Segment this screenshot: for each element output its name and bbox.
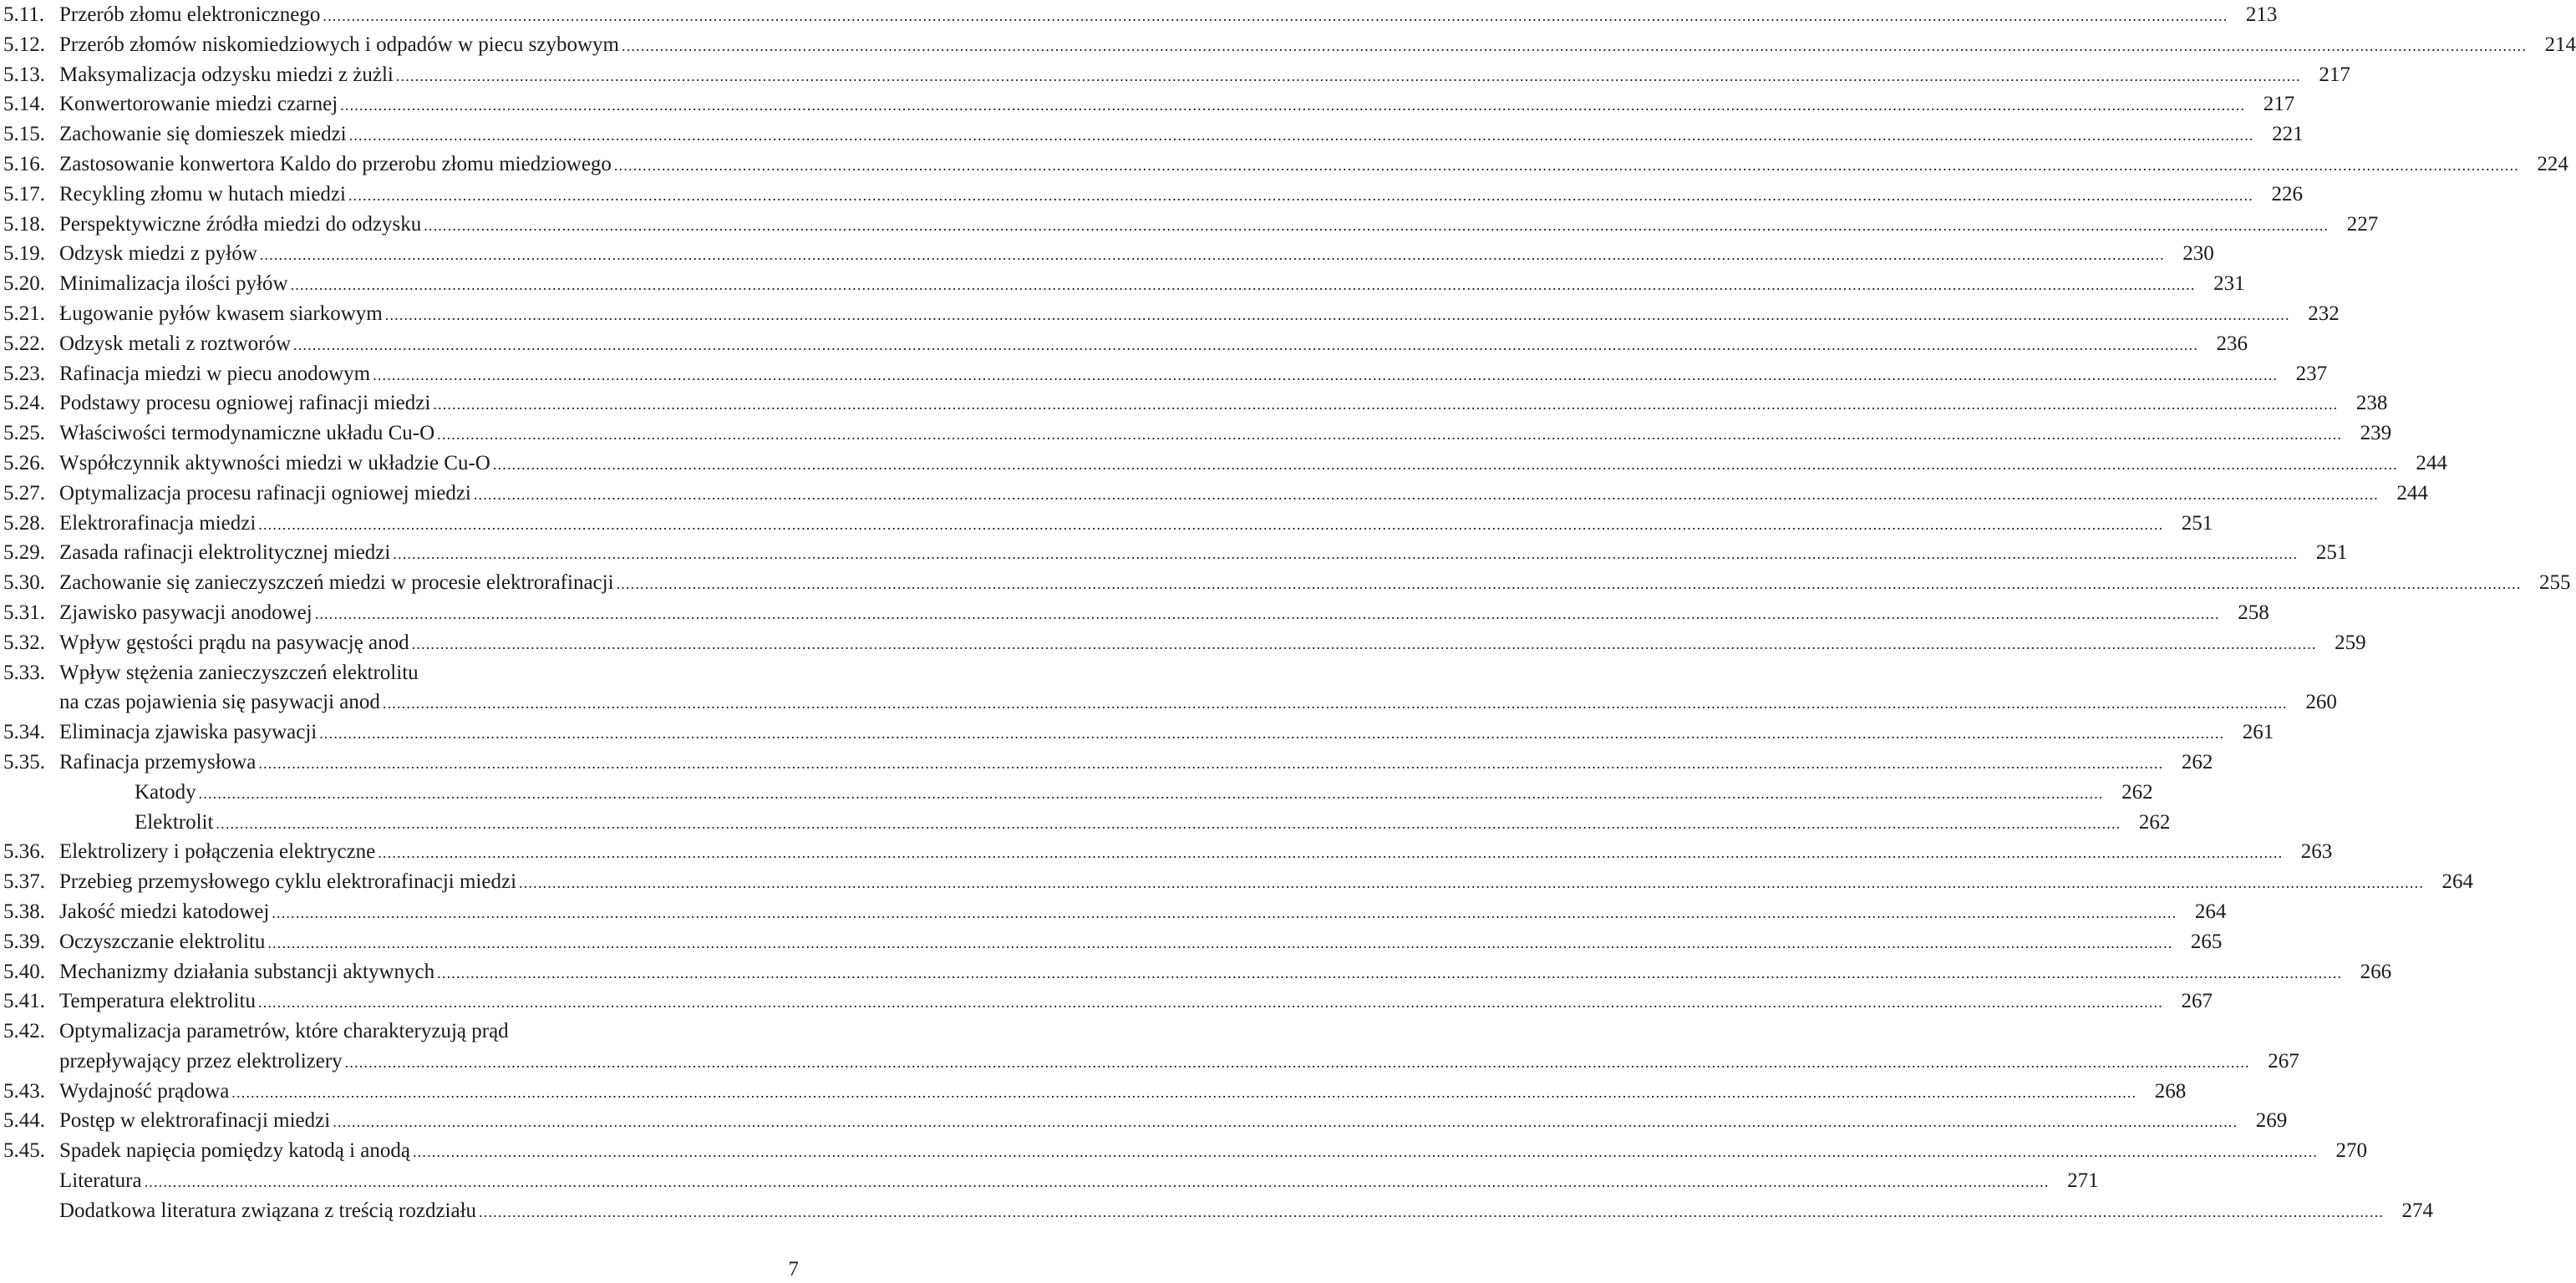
- toc-entry-page: 265: [2190, 930, 2223, 953]
- toc-entry-title: Perspektywiczne źródła miedzi do odzysku: [59, 210, 421, 240]
- toc-entry-number: 5.15.: [3, 123, 45, 146]
- dot-leader: ................................................................................................................................................................................................................................................................................................................................................................................................................: [373, 366, 2279, 383]
- dot-leader: ................................................................................................................................................................................................................................................................................................................................................................................................................: [395, 67, 2301, 84]
- toc-entry-title: Optymalizacja procesu rafinacji ogniowej miedzi: [59, 479, 471, 509]
- toc-entry-number: 5.16.: [3, 152, 45, 175]
- toc-entry-title: Maksymalizacja odzysku miedzi z żużli: [59, 60, 394, 90]
- toc-entry-number: 5.39.: [3, 930, 45, 953]
- toc-entry-title: Elektrolit: [59, 808, 213, 838]
- toc-entry-page: 239: [2360, 422, 2392, 445]
- dot-leader: ................................................................................................................................................................................................................................................................................................................................................................................................................: [492, 455, 2398, 473]
- toc-entry[interactable]: [3, 210, 2379, 240]
- toc-entry-number: 5.19.: [3, 242, 45, 266]
- toc-entry[interactable]: [3, 778, 2153, 808]
- toc-entry-number: 5.36.: [3, 840, 45, 864]
- toc-entry[interactable]: [3, 150, 2568, 180]
- toc-entry-title: Mechanizmy działania substancji aktywnych: [59, 957, 434, 987]
- dot-leader: ................................................................................................................................................................................................................................................................................................................................................................................................................: [411, 635, 2317, 652]
- dot-leader: ................................................................................................................................................................................................................................................................................................................................................................................................................: [340, 97, 2246, 114]
- toc-entry-title: Minimalizacja ilości pyłów: [59, 269, 288, 299]
- dot-leader: ................................................................................................................................................................................................................................................................................................................................................................................................................: [479, 1203, 2385, 1220]
- toc-entry-page: 264: [2441, 870, 2474, 894]
- dot-leader: ................................................................................................................................................................................................................................................................................................................................................................................................................: [258, 515, 2164, 533]
- toc-entry-page: 271: [2067, 1169, 2099, 1193]
- toc-entry[interactable]: [3, 1106, 2288, 1136]
- dot-leader: ................................................................................................................................................................................................................................................................................................................................................................................................................: [258, 754, 2164, 772]
- dot-leader: ................................................................................................................................................................................................................................................................................................................................................................................................................: [393, 545, 2299, 563]
- toc-entry-title: Spadek napięcia pomiędzy katodą i anodą: [59, 1136, 410, 1166]
- toc-entry-title: na czas pojawienia się pasywacji anod: [59, 687, 380, 718]
- toc-entry-title: Zasada rafinacji elektrolitycznej miedzi: [59, 538, 390, 568]
- toc-entry[interactable]: [3, 748, 2213, 778]
- dot-leader: ................................................................................................................................................................................................................................................................................................................................................................................................................: [433, 396, 2339, 413]
- toc-entry-number: 5.27.: [3, 481, 45, 505]
- toc-entry-number: 5.20.: [3, 272, 45, 296]
- dot-leader: ................................................................................................................................................................................................................................................................................................................................................................................................................: [424, 216, 2330, 234]
- dot-leader: ................................................................................................................................................................................................................................................................................................................................................................................................................: [144, 1174, 2050, 1191]
- toc-entry-number: 5.32.: [3, 631, 45, 654]
- dot-leader: ................................................................................................................................................................................................................................................................................................................................................................................................................: [323, 8, 2228, 24]
- toc-entry-page: 217: [2319, 63, 2350, 86]
- dot-leader: ................................................................................................................................................................................................................................................................................................................................................................................................................: [257, 994, 2163, 1012]
- toc-entry-page: 244: [2396, 481, 2428, 505]
- dot-leader: ................................................................................................................................................................................................................................................................................................................................................................................................................: [267, 934, 2173, 951]
- toc-entry-number: 5.40.: [3, 960, 45, 983]
- toc-entry-number: 5.45.: [3, 1139, 45, 1163]
- toc-entry[interactable]: [3, 718, 2274, 748]
- toc-entry-number: 5.34.: [3, 721, 45, 744]
- toc-entry-page: 261: [2242, 721, 2274, 744]
- toc-entry-page: 266: [2360, 960, 2392, 983]
- toc-entry-page: 251: [2181, 511, 2213, 535]
- toc-entry-number: 5.17.: [3, 182, 45, 205]
- toc-entry-page: 251: [2315, 541, 2348, 565]
- toc-entry[interactable]: [3, 897, 2227, 927]
- toc-entry-title: Oczyszczanie elektrolitu: [59, 927, 265, 957]
- dot-leader: ................................................................................................................................................................................................................................................................................................................................................................................................................: [216, 814, 2121, 832]
- toc-entry[interactable]: [3, 1017, 2299, 1077]
- toc-entry-title: Postęp w elektrorafinacji miedzi: [59, 1106, 330, 1136]
- toc-entry[interactable]: [3, 538, 2348, 568]
- toc-entry[interactable]: [3, 957, 2392, 987]
- toc-entry-page: 259: [2335, 631, 2366, 654]
- toc-entry-page: 267: [2181, 990, 2213, 1013]
- dot-leader: ................................................................................................................................................................................................................................................................................................................................................................................................................: [198, 784, 2104, 802]
- toc-entry-page: 221: [2272, 123, 2304, 146]
- toc-entry[interactable]: [3, 1077, 2187, 1107]
- toc-entry-page: 217: [2263, 93, 2295, 116]
- toc-entry-title: Elektrorafinacja miedzi: [59, 509, 256, 539]
- toc-entry-page: 269: [2255, 1109, 2288, 1133]
- toc-entry[interactable]: [3, 1166, 2099, 1196]
- toc-entry-number: 5.26.: [3, 451, 45, 474]
- toc-entry-title: przepływający przez elektrolizery: [59, 1047, 343, 1077]
- toc-entry-page: 267: [2268, 1049, 2299, 1073]
- toc-entry-title-line1: Wpływ stężenia zanieczyszczeń elektrolitu: [59, 661, 419, 684]
- toc-entry-page: 232: [2308, 302, 2340, 325]
- toc-entry-title: Konwertorowanie miedzi czarnej: [59, 89, 338, 119]
- toc-entry-page: 258: [2238, 601, 2269, 624]
- toc-entry-title: Zastosowanie konwertora Kaldo do przerobu złomu miedziowego: [59, 150, 612, 180]
- toc-entry-title: Jakość miedzi katodowej: [59, 897, 269, 927]
- toc-entry-number: 5.42.: [3, 1020, 45, 1043]
- toc-entry-title: Katody: [59, 778, 196, 808]
- dot-leader: ................................................................................................................................................................................................................................................................................................................................................................................................................: [293, 336, 2199, 353]
- toc-entry-number: 5.44.: [3, 1109, 45, 1133]
- dot-leader: ................................................................................................................................................................................................................................................................................................................................................................................................................: [314, 605, 2220, 622]
- toc-entry-page: 262: [2138, 810, 2171, 834]
- toc-entry-number: 5.37.: [3, 870, 45, 894]
- toc-entry[interactable]: [3, 269, 2245, 299]
- toc-entry-title: Temperatura elektrolitu: [59, 986, 256, 1017]
- toc-entry[interactable]: [3, 658, 2337, 718]
- toc-entry[interactable]: [3, 89, 2295, 119]
- page-number: 7: [788, 1258, 799, 1280]
- toc-entry-number: 5.13.: [3, 63, 45, 86]
- toc-entry[interactable]: [3, 598, 2269, 628]
- toc-entry-number: 5.14.: [3, 93, 45, 116]
- toc-entry-title: Właściwości termodynamiczne układu Cu-O: [59, 418, 434, 449]
- toc-entry-title: Odzysk metali z roztworów: [59, 329, 291, 359]
- toc-entry-number: 5.28.: [3, 511, 45, 535]
- toc-entry[interactable]: [3, 239, 2214, 269]
- toc-entry-page: 226: [2271, 182, 2303, 205]
- toc-entry[interactable]: [3, 359, 2328, 389]
- toc-entry[interactable]: [3, 30, 2576, 60]
- toc-entry-number: 5.29.: [3, 541, 45, 565]
- toc-entry-number: 5.41.: [3, 990, 45, 1013]
- dot-leader: ................................................................................................................................................................................................................................................................................................................................................................................................................: [613, 156, 2519, 174]
- dot-leader: ................................................................................................................................................................................................................................................................................................................................................................................................................: [348, 127, 2254, 145]
- toc-entry-number: 5.18.: [3, 212, 45, 236]
- toc-entry-number: 5.24.: [3, 392, 45, 415]
- toc-entry[interactable]: [3, 628, 2366, 658]
- toc-entry[interactable]: [3, 479, 2428, 509]
- toc-entry-title: Zachowanie się domieszek miedzi: [59, 119, 347, 150]
- dot-leader: ................................................................................................................................................................................................................................................................................................................................................................................................................: [231, 1083, 2137, 1101]
- toc-entry[interactable]: [3, 449, 2447, 479]
- toc-entry-number: 5.21.: [3, 302, 45, 325]
- toc-entry-title: Ługowanie pyłów kwasem siarkowym: [59, 299, 383, 329]
- dot-leader: ................................................................................................................................................................................................................................................................................................................................................................................................................: [348, 186, 2253, 204]
- toc-entry[interactable]: [3, 927, 2223, 957]
- toc-entry[interactable]: [3, 1196, 2434, 1226]
- toc-entry[interactable]: [3, 299, 2340, 329]
- toc-entry-page: 255: [2539, 571, 2571, 595]
- toc-entry-title: Zachowanie się zanieczyszczeń miedzi w procesie elektrorafinacji: [59, 568, 614, 598]
- toc-entry-title: Współczynnik aktywności miedzi w układzie Cu-O: [59, 449, 490, 479]
- toc-entry[interactable]: [3, 329, 2248, 359]
- toc-entry-page: 236: [2216, 332, 2248, 355]
- toc-entry-title: Eliminacja zjawiska pasywacji: [59, 718, 317, 748]
- toc-entry-number: 5.22.: [3, 332, 45, 355]
- toc-entry-page: 237: [2295, 362, 2328, 385]
- toc-entry-page: 262: [2121, 780, 2153, 804]
- dot-leader: ................................................................................................................................................................................................................................................................................................................................................................................................................: [333, 1113, 2238, 1131]
- toc-entry-title: Recykling złomu w hutach miedzi: [59, 180, 346, 210]
- dot-leader: ................................................................................................................................................................................................................................................................................................................................................................................................................: [519, 875, 2425, 892]
- toc-entry-number: 5.38.: [3, 900, 45, 923]
- toc-entry-page: 238: [2355, 392, 2388, 415]
- toc-entry-number: 5.12.: [3, 33, 45, 56]
- toc-entry-page: 230: [2182, 242, 2214, 266]
- toc-entry-title: Elektrolizery i połączenia elektryczne: [59, 837, 375, 867]
- toc-entry-title: Wpływ gęstości prądu na pasywację anod: [59, 628, 409, 658]
- toc-entry-number: 5.43.: [3, 1079, 45, 1103]
- toc-entry-page: 270: [2335, 1139, 2367, 1163]
- toc-entry-page: 260: [2305, 691, 2337, 714]
- toc-entry-title: Rafinacja przemysłowa: [59, 748, 256, 778]
- dot-leader: ................................................................................................................................................................................................................................................................................................................................................................................................................: [290, 276, 2196, 294]
- dot-leader: ................................................................................................................................................................................................................................................................................................................................................................................................................: [473, 485, 2379, 503]
- toc-entry-page: 263: [2300, 840, 2333, 864]
- toc-entry-page: 231: [2213, 272, 2245, 296]
- dot-leader: ................................................................................................................................................................................................................................................................................................................................................................................................................: [319, 725, 2225, 743]
- toc-entry-page: 214: [2544, 33, 2576, 56]
- toc-entry-title: Rafinacja miedzi w piecu anodowym: [59, 359, 370, 389]
- toc-entry-title: Zjawisko pasywacji anodowej: [59, 598, 312, 628]
- toc-entry[interactable]: [3, 1136, 2367, 1166]
- toc-entry-number: 5.33.: [3, 661, 45, 684]
- table-of-contents: [3, 0, 2576, 1226]
- dot-leader: ................................................................................................................................................................................................................................................................................................................................................................................................................: [378, 844, 2284, 862]
- toc-entry-title: Odzysk miedzi z pyłów: [59, 239, 257, 269]
- toc-entry-title: Przerób złomu elektronicznego: [59, 0, 320, 30]
- toc-entry-page: 213: [2245, 3, 2278, 26]
- dot-leader: ................................................................................................................................................................................................................................................................................................................................................................................................................: [622, 37, 2528, 54]
- dot-leader: ................................................................................................................................................................................................................................................................................................................................................................................................................: [412, 1144, 2318, 1161]
- toc-entry-number: 5.35.: [3, 750, 45, 773]
- toc-entry-page: 264: [2194, 900, 2227, 923]
- toc-entry-number: 5.11.: [3, 3, 45, 26]
- toc-entry-page: 262: [2181, 750, 2213, 773]
- dot-leader: ................................................................................................................................................................................................................................................................................................................................................................................................................: [344, 1053, 2250, 1071]
- toc-entry-title: Podstawy procesu ogniowej rafinacji miedzi: [59, 388, 430, 418]
- toc-entry[interactable]: [3, 808, 2171, 838]
- toc-entry-number: 5.31.: [3, 601, 45, 624]
- toc-entry-page: 244: [2416, 451, 2447, 474]
- toc-entry[interactable]: [3, 0, 2278, 30]
- dot-leader: ................................................................................................................................................................................................................................................................................................................................................................................................................: [272, 904, 2177, 921]
- toc-entry-title: Literatura: [59, 1166, 142, 1196]
- toc-entry-title-line1: Optymalizacja parametrów, które charakteryzują prąd: [59, 1020, 509, 1043]
- toc-entry-title: Przebieg przemysłowego cyklu elektrorafinacji miedzi: [59, 867, 516, 897]
- toc-entry[interactable]: [3, 388, 2388, 418]
- toc-entry-number: 5.25.: [3, 422, 45, 445]
- toc-entry[interactable]: [3, 867, 2474, 897]
- toc-entry[interactable]: [3, 418, 2392, 449]
- toc-entry-page: 274: [2401, 1199, 2434, 1222]
- toc-entry-title: Wydajność prądowa: [59, 1077, 229, 1107]
- dot-leader: ................................................................................................................................................................................................................................................................................................................................................................................................................: [259, 246, 2165, 264]
- toc-entry[interactable]: [3, 119, 2304, 150]
- toc-entry-number: 5.23.: [3, 362, 45, 385]
- toc-entry-page: 227: [2346, 212, 2379, 236]
- toc-entry[interactable]: [3, 180, 2303, 210]
- toc-entry-number: 5.30.: [3, 571, 45, 595]
- toc-entry-page: 268: [2154, 1079, 2187, 1103]
- toc-entry[interactable]: [3, 568, 2571, 598]
- toc-entry-title: Przerób złomów niskomiedziowych i odpadów w piecu szybowym: [59, 30, 619, 60]
- toc-entry[interactable]: [3, 509, 2213, 539]
- dot-leader: ................................................................................................................................................................................................................................................................................................................................................................................................................: [616, 576, 2522, 593]
- dot-leader: ................................................................................................................................................................................................................................................................................................................................................................................................................: [437, 964, 2343, 981]
- toc-entry[interactable]: [3, 60, 2350, 90]
- dot-leader: ................................................................................................................................................................................................................................................................................................................................................................................................................: [382, 695, 2288, 712]
- toc-entry-page: 224: [2537, 152, 2568, 175]
- toc-entry-title: Dodatkowa literatura związana z treścią rozdziału: [59, 1196, 476, 1226]
- toc-entry[interactable]: [3, 986, 2213, 1017]
- dot-leader: ................................................................................................................................................................................................................................................................................................................................................................................................................: [384, 306, 2290, 323]
- dot-leader: ................................................................................................................................................................................................................................................................................................................................................................................................................: [437, 426, 2343, 444]
- toc-entry[interactable]: [3, 837, 2333, 867]
